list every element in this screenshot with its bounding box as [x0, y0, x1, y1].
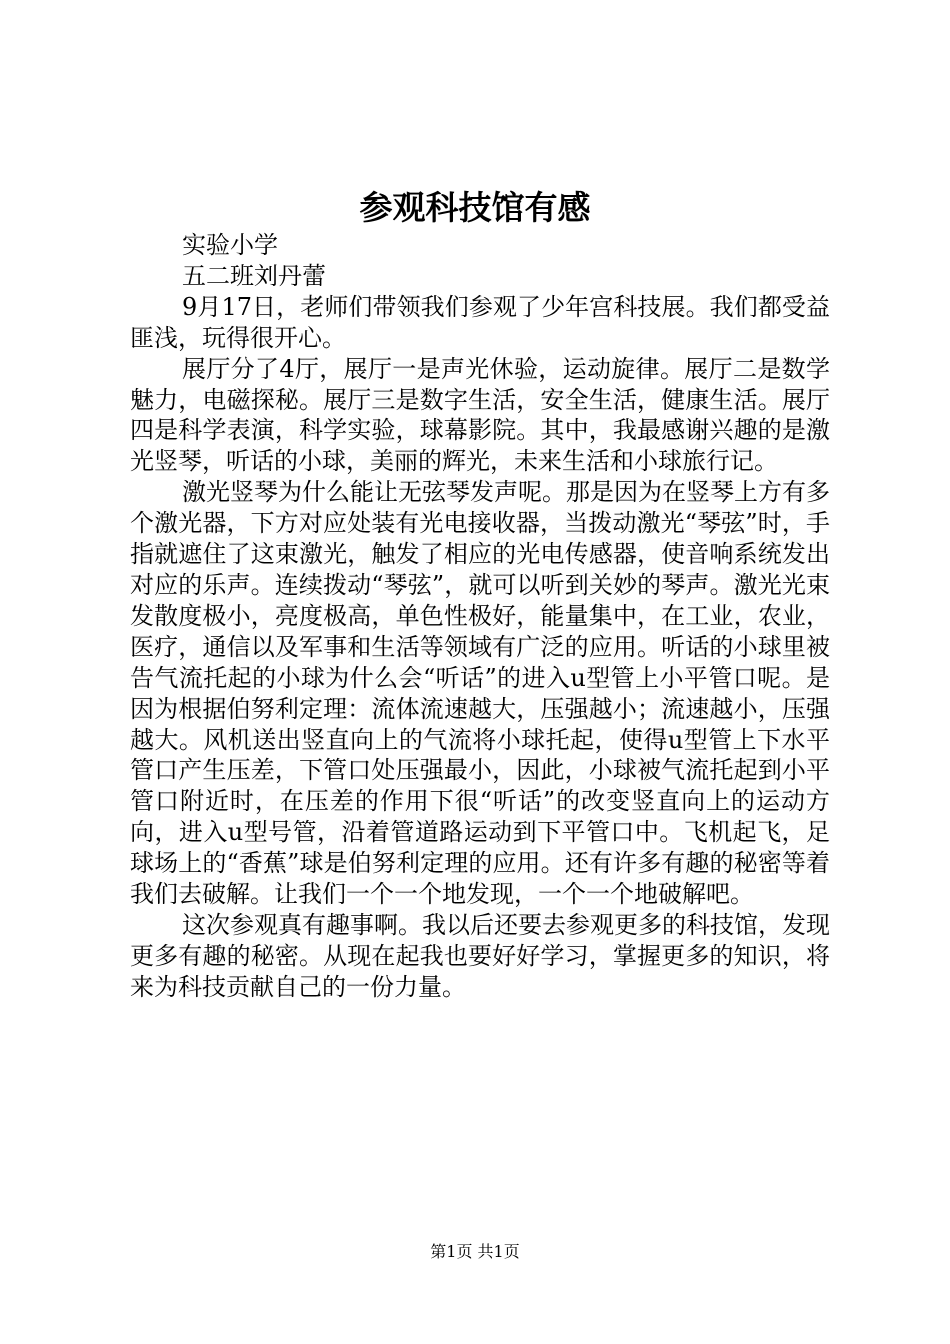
- paragraph-halls: 展厅分了4厅，展厅一是声光休验，运动旋律。展厅二是数学魅力，电磁探秘。展厅三是数字生活，安全生活，健康生活。展厅四是科学表演，科学实验，球幕影院。其中，我最感谢兴趣的是激光竖琴，听话的小球，美丽的辉光，未来生活和小球旅行记。: [130, 354, 830, 476]
- paragraph-laser-harp: 激光竖琴为什么能让无弦琴发声呢。那是因为在竖琴上方有多个激光器，下方对应处装有光电接收器，当拨动激光“琴弦”时，手指就遮住了这束激光，触发了相应的光电传感器，使音响系统发出对应的乐声。连续拨动“琴弦”，就可以听到关妙的琴声。激光光束发散度极小，亮度极高，单色性极好，能量集中，在工业，农业，医疗，通信以及军事和生活等领域有广泛的应用。听话的小球里被告气流托起的小球为什么会“听话”的进入u型管上小平管口呢。是因为根据伯努利定理：流体流速越大，压强越小；流速越小，压强越大。风机送出竖直向上的气流将小球托起，使得u型管上下水平管口产生压差，下管口处压强最小，因此，小球被气流托起到小平管口附近时，在压差的作用下很“听话”的改变竖直向上的运动方向，进入u型号管，沿着管道路运动到下平管口中。飞机起飞，足球场上的“香蕉”球是伯努利定理的应用。还有许多有趣的秘密等着我们去破解。让我们一个一个地发现，一个一个地破解吧。: [130, 478, 830, 909]
- author-name: 五二班刘丹蕾: [182, 261, 326, 290]
- page-footer: 第1页 共1页: [430, 1242, 520, 1261]
- paragraph-intro: 9月17日，老师们带领我们参观了少年宫科技展。我们都受益匪浅，玩得很开心。: [130, 292, 830, 352]
- paragraph-conclusion: 这次参观真有趣事啊。我以后还要去参观更多的科技馆，发现更多有趣的秘密。从现在起我也要好好学习，掌握更多的知识，将来为科技贡献自己的一份力量。: [130, 910, 830, 1001]
- school-name: 实验小学: [182, 231, 278, 259]
- page-title: 参观科技馆有感: [359, 188, 591, 227]
- document-body: [130, 230, 830, 1003]
